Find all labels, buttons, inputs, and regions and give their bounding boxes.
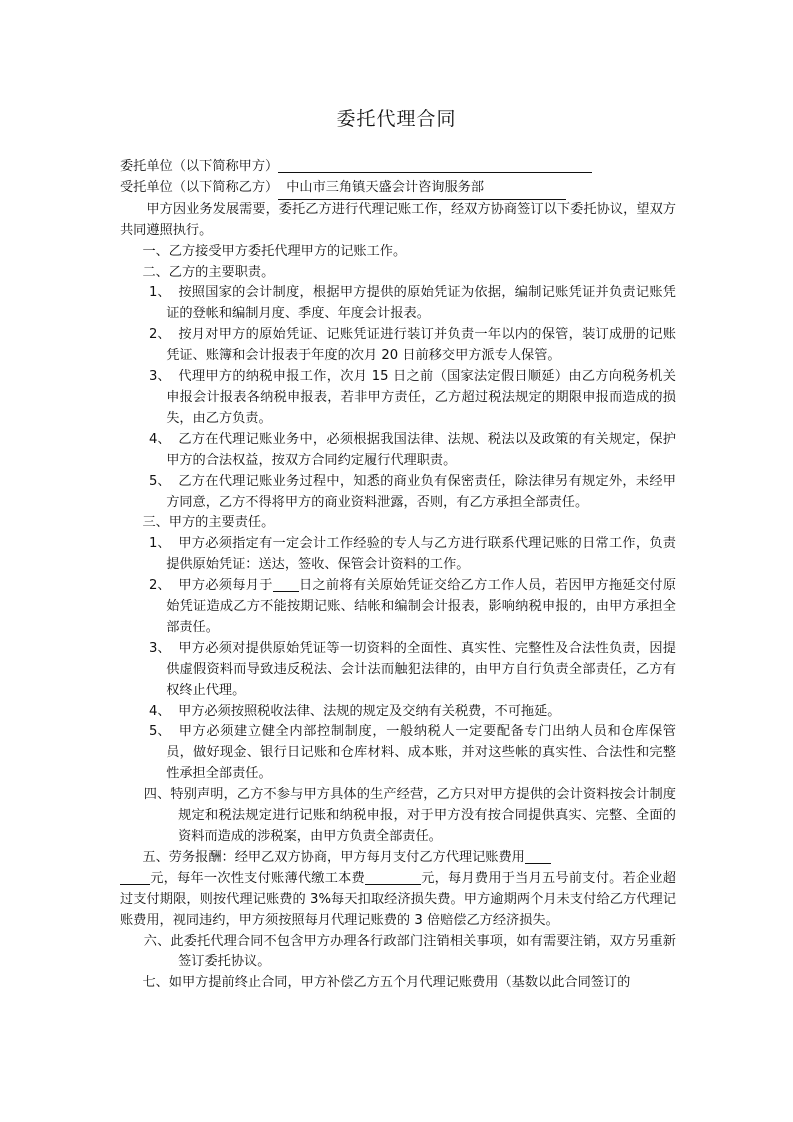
item-text: 按月对甲方的原始凭证、记账凭证进行装订并负责一年以内的保管，装订成册的记账凭证、账簿和会计报表于年度的次月 20 日前移交甲方派专人保管。 [166, 327, 676, 364]
section-5-part3: 元，每月费用于当月五号前支付。若企业超过支付期限，则按代理记账费的 3%每天扣取经济损失费。甲方逾期两个月未支付给乙方代理记账费用，视同违约，甲方须按照每月代理记账费的 3 倍赔偿乙方经济损失。 [120, 870, 676, 928]
item-number: 3、 [149, 640, 171, 656]
item-number: 1、 [149, 536, 171, 552]
list-item [120, 639, 676, 702]
list-item [120, 367, 676, 430]
item-number: 2、 [149, 327, 171, 343]
section-5-part1: 五、劳务报酬：经甲乙双方协商，甲方每月支付乙方代理记账费用 [142, 849, 525, 865]
item-text: 甲方必须建立健全内部控制制度，一般纳税人一定要配备专门出纳人员和仓库保管员，做好现金、银行日记账和仓库材料、成本账，并对这些帐的真实性、合法性和完整性承担全部责任。 [166, 724, 676, 782]
list-item [120, 722, 676, 785]
list-item [120, 325, 676, 367]
item-text: 乙方在代理记账业务过程中，知悉的商业负有保密责任，除法律另有规定外，未经甲方同意，乙方不得将甲方的商业资料泄露，否则，有乙方承担全部责任。 [166, 473, 676, 510]
item-text: 乙方在代理记账业务中，必须根据我国法律、法规、税法以及政策的有关规定，保护甲方的合法权益，按双方合同约定履行代理职责。 [166, 431, 676, 468]
section-2-heading: 二、乙方的主要职责。 [142, 264, 275, 280]
section-5 [120, 848, 676, 869]
document-title: 委托代理合同 [336, 108, 457, 130]
item-text-pre: 甲方必须每月于 [178, 578, 273, 594]
party-a-blank [278, 157, 592, 173]
item-number: 4、 [149, 703, 171, 719]
item-text: 甲方必须对提供原始凭证等一切资料的全面性、真实性、完整性及合法性负责，因提供虚假资料而导致违反税法、会计法而触犯法律的，由甲方自行负责全部责任，乙方有权终止代理。 [166, 640, 676, 698]
item-text-post: 日之前将有关原始凭证交给乙方工作人员，若因甲方拖延交付原始凭证造成乙方不能按期记账、结帐和编制会计报表，影响纳税申报的，由甲方承担全部责任。 [166, 578, 677, 635]
section-2-list [120, 283, 676, 513]
party-b-label: 受托单位（以下简称乙方） [120, 179, 279, 195]
section-7: 七、如甲方提前终止合同，甲方补偿乙方五个月代理记账费用（基数以此合同签订的 [142, 975, 631, 991]
list-item [120, 534, 676, 576]
list-item [120, 430, 676, 472]
section-4: 四、特别声明，乙方不参与甲方具体的生产经营，乙方只对甲方提供的会计资料按会计制度规定和税法规定进行记账和纳税申报，对于甲方没有按合同提供真实、完整、全面的资料而造成的涉税案，由甲方负责全部责任。 [143, 787, 676, 844]
section-1: 一、乙方接受甲方委托代理甲方的记账工作。 [142, 243, 407, 259]
section-3-list [120, 534, 676, 785]
item-text: 甲方必须指定有一定会计工作经验的专人与乙方进行联系代理记账的日常工作，负责提供原始凭证：送达，签收、保管会计资料的工作。 [166, 536, 676, 573]
day-blank [273, 577, 299, 592]
section-5-cont [120, 869, 676, 932]
item-number: 5、 [149, 473, 171, 489]
item-text: 甲方必须按照税收法律、法规的规定及交纳有关税费，不可拖延。 [178, 703, 561, 719]
intro-paragraph: 甲方因业务发展需要，委托乙方进行代理记账工作，经双方协商签订以下委托协议，望双方共同遵照执行。 [120, 201, 676, 238]
party-a-label: 委托单位（以下简称甲方） [120, 159, 279, 174]
list-item [120, 576, 676, 639]
list-item [120, 472, 676, 514]
item-number: 3、 [149, 369, 171, 385]
party-b-row [120, 178, 676, 200]
section-6: 六、此委托代理合同不包含甲方办理各行政部门注销相关事项，如有需要注销，双方另重新签订委托协议。 [143, 933, 676, 970]
fee-blank-1 [525, 849, 551, 864]
list-item [120, 283, 676, 325]
item-number: 1、 [149, 285, 171, 301]
item-number: 4、 [149, 431, 171, 447]
contract-body [120, 157, 676, 994]
item-number: 2、 [149, 578, 171, 594]
item-text: 代理甲方的纳税申报工作，次月 15 日之前（国家法定假日顺延）由乙方向税务机关申报会计报表各纳税申报表，若非甲方责任，乙方超过税法规定的期限申报而造成的损失，由乙方负责。 [166, 369, 676, 426]
party-b-name: 中山市三角镇天盛会计咨询服务部 [278, 178, 566, 200]
item-number: 5、 [149, 724, 171, 740]
list-item [120, 702, 676, 723]
fee-blank-1-cont [120, 870, 150, 885]
fee-blank-2 [365, 870, 421, 885]
section-5-part2: 元，每年一次性支付账薄代缴工本费 [150, 870, 365, 886]
party-a-row [120, 157, 676, 178]
section-3-heading: 三、甲方的主要责任。 [142, 515, 275, 531]
item-text: 按照国家的会计制度，根据甲方提供的原始凭证为依据，编制记账凭证并负责记账凭证的登帐和编制月度、季度、年度会计报表。 [166, 285, 676, 322]
